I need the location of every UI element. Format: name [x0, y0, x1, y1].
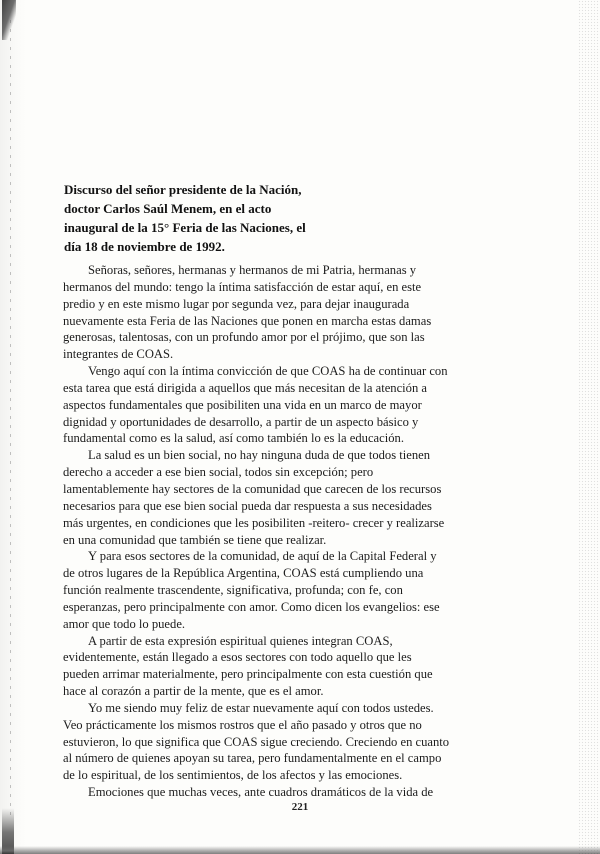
body-line: Yo me siendo muy feliz de estar nuevamente aquí con todos ustedes.: [88, 700, 434, 715]
body-line: pueden arrimar materialmente, pero principalmente con esta cuestión que: [63, 667, 433, 682]
body-line: Señoras, señores, hermanas y hermanos de mi Patria, hermanas y: [88, 263, 417, 277]
speech-title-line: Discurso del señor presidente de la Nación,: [64, 182, 302, 197]
body-line: derecho a acceder a ese bien social, todos sin excepción; pero: [63, 465, 374, 480]
body-line: evidentemente, están llegado a esos sectores con todo aquello que les: [63, 650, 412, 665]
body-line: función realmente trascendente, significativa, profunda; con fe, con: [63, 583, 403, 598]
body-line: estuvieron, lo que significa que COAS sigue creciendo. Creciendo en cuanto: [63, 734, 450, 749]
body-line: amor que todo lo puede.: [63, 616, 186, 631]
body-line: Y para esos sectores de la comunidad, de aquí de la Capital Federal y: [88, 549, 437, 564]
body-line: aspectos fundamentales que posibiliten una vida en un marco de mayor: [63, 397, 422, 412]
body-line: nuevamente esta Feria de las Naciones que ponen en marcha estas damas: [63, 313, 432, 328]
body-line: La salud es un bien social, no hay ninguna duda de que todos tienen: [88, 448, 431, 463]
speech-title-line: inaugural de la 15° Feria de las Naciones, el: [64, 220, 306, 235]
body-line: hermanos del mundo: tengo la íntima satisfacción de estar aquí, en este: [63, 279, 422, 294]
body-line: esperanzas, pero principalmente con amor. Como dicen los evangelios: ese: [63, 599, 440, 614]
body-line: fundamental como es la salud, así como también lo es la educación.: [63, 431, 404, 446]
body-line: de lo espiritual, de los sentimientos, de los afectos y las emociones.: [63, 768, 403, 783]
body-line: predio y en este mismo lugar por segunda vez, para dejar inaugurada: [63, 296, 410, 311]
body-line: al número de quienes apoyan su tarea, pero fundamentalmente en el campo: [63, 751, 442, 766]
scan-bottom-edge: [0, 846, 600, 854]
speech-title: [64, 180, 364, 256]
page-number: 221: [291, 801, 309, 813]
body-line: esta tarea que está dirigida a aquellos que más necesitan de la atención a: [63, 380, 428, 395]
body-line: hace al corazón a partir de la mente, que es el amor.: [63, 684, 324, 699]
binding-shadow: [10, 20, 11, 820]
body-line: en una comunidad que también se tiene que realizar.: [63, 532, 327, 547]
scan-corner-mark-top: [2, 0, 16, 40]
body-line: más urgentes, en condiciones que les posibiliten -reitero- crecer y realizarse: [63, 515, 445, 530]
body-line: Veo prácticamente los mismos rostros que el año pasado y otros que no: [63, 717, 422, 732]
body-line: Vengo aquí con la íntima convicción de que COAS ha de continuar con: [88, 364, 448, 379]
scan-noise-edge: [578, 0, 600, 854]
body-line: A partir de esta expresión espiritual quienes integran COAS,: [88, 633, 393, 648]
binding-edge: [0, 0, 26, 854]
body-line: integrantes de COAS.: [63, 347, 174, 362]
body-line: de otros lugares de la República Argentina, COAS está cumpliendo una: [63, 566, 424, 581]
body-line: Emociones que muchas veces, ante cuadros dramáticos de la vida de: [88, 785, 434, 800]
body-line: lamentablemente hay sectores de la comunidad que carecen de los recursos: [63, 481, 442, 496]
speech-title-line: doctor Carlos Saúl Menem, en el acto: [64, 201, 272, 216]
speech-body: [63, 262, 483, 801]
body-line: necesarios para que ese bien social pueda dar respuesta a sus necesidades: [63, 498, 432, 513]
speech-title-line: día 18 de noviembre de 1992.: [64, 239, 225, 254]
body-line: generosas, talentosas, con un profundo amor por el prójimo, que son las: [63, 330, 425, 345]
body-line: dignidad y oportunidades de desarrollo, a partir de un aspecto básico y: [63, 414, 419, 429]
